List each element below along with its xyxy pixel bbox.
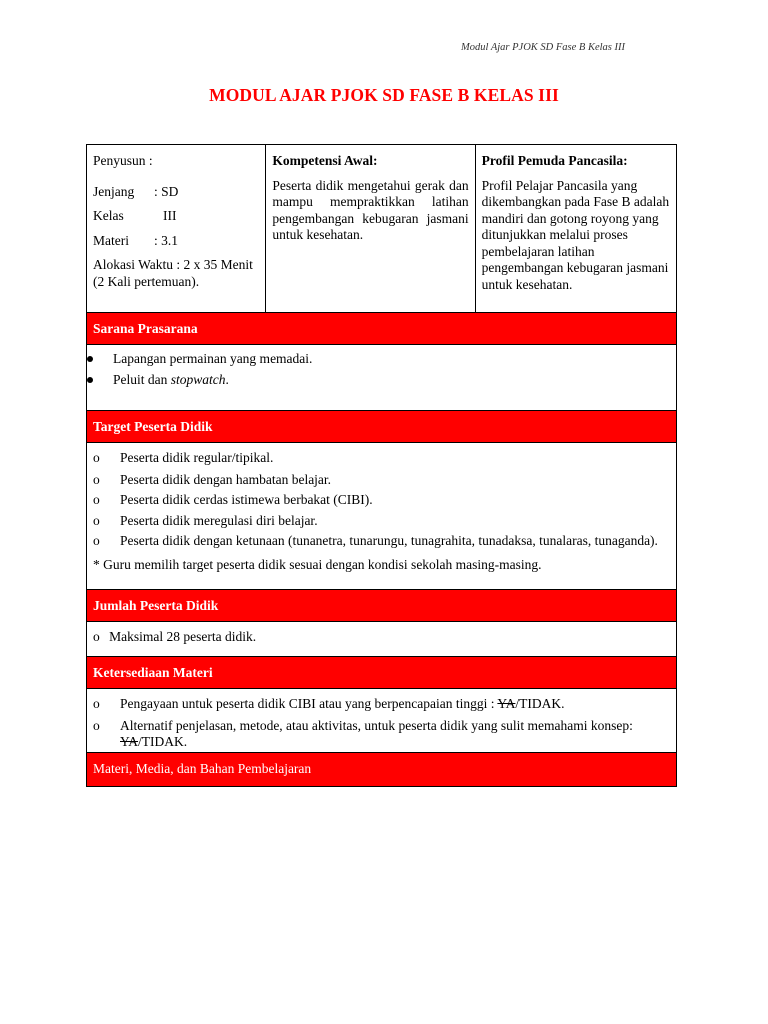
materi-media-heading: Materi, Media, dan Bahan Pembelajaran (87, 753, 676, 786)
ketersediaan-heading: Ketersediaan Materi (87, 657, 676, 689)
kompetensi-text: Peserta didik mengetahui gerak dan mampu mempraktikkan latihan pengembangan kebugaran jasmani untuk kesehatan. (272, 177, 469, 242)
sarana-body (87, 345, 676, 411)
target-note: * Guru memilih target peserta didik sesuai dengan kondisi sekolah masing-masing. (93, 556, 542, 572)
jenjang-label: Jenjang (93, 183, 135, 199)
kompetensi-heading: Kompetensi Awal: (272, 153, 378, 168)
materi-label: Materi (93, 232, 129, 248)
ketersediaan-body (87, 689, 676, 753)
profil-text: Profil Pelajar Pancasila yang dikembangkan pada Fase B adalah mandiri dan gotong royong yang ditunjukkan melalui proses pembelajaran latihan pengembangan kebugaran jasmani untuk kesehatan. (481, 177, 670, 292)
list-item: o Peserta didik dengan hambatan belajar. (93, 471, 332, 487)
kelas-label: Kelas (93, 208, 124, 223)
running-header-note: Modul Ajar PJOK SD Fase B Kelas III (461, 42, 625, 53)
profil-cell (476, 145, 676, 312)
bullet-circle-icon: o (93, 717, 100, 733)
jumlah-body (87, 622, 676, 657)
jenjang-line (93, 184, 259, 201)
list-item: o Peserta didik meregulasi diri belajar. (93, 512, 318, 528)
list-item: o Peserta didik dengan ketunaan (tunanetra, tunarungu, tunagrahita, tunadaksa, tunalaras, tunaganda). (93, 533, 658, 548)
bullet-circle-icon: o (93, 696, 100, 711)
jenjang-value: : SD (154, 183, 179, 199)
materi-line (93, 233, 259, 250)
identity-cell (87, 145, 266, 312)
struck-option: YA (120, 734, 139, 749)
list-item: Lapangan permainan yang memadai. (87, 351, 676, 368)
penyusun-label: Penyusun : (93, 153, 153, 168)
bullet-circle-icon: o (93, 533, 100, 548)
kelas-value: III (163, 208, 177, 223)
target-heading: Target Peserta Didik (87, 411, 676, 443)
list-item: o Pengayaan untuk peserta didik CIBI atau yang berpencapaian tinggi : YA/TIDAK. (93, 696, 565, 711)
bullet-circle-icon: o (93, 492, 100, 507)
list-item: o Alternatif penjelasan, metode, atau aktivitas, untuk peserta didik yang sulit memahami konsep: YA/TIDAK. (93, 717, 633, 749)
list-item: o Peserta didik cerdas istimewa berbakat (CIBI). (93, 492, 373, 507)
bullet-circle-icon: o (93, 450, 100, 465)
bullet-dot-icon (87, 377, 93, 383)
profil-heading: Profil Pemuda Pancasila: (481, 153, 628, 168)
sarana-heading: Sarana Prasarana (87, 313, 676, 345)
target-list (87, 450, 670, 550)
alokasi-waktu: Alokasi Waktu : 2 x 35 Menit (2 Kali pertemuan). (93, 257, 253, 289)
bullet-circle-icon: o (93, 629, 100, 644)
module-table (86, 144, 677, 787)
list-item: o Peserta didik regular/tipikal. (93, 450, 274, 465)
document-title: MODUL AJAR PJOK SD FASE B KELAS III (209, 85, 559, 105)
jumlah-heading: Jumlah Peserta Didik (87, 590, 676, 622)
sarana-list (87, 351, 676, 388)
bullet-dot-icon (87, 356, 93, 362)
kompetensi-cell (266, 145, 475, 312)
jumlah-item: Maksimal 28 peserta didik. (109, 629, 257, 644)
materi-value: : 3.1 (154, 232, 179, 248)
target-body (87, 443, 676, 590)
bullet-circle-icon: o (93, 471, 100, 487)
list-item: Peluit dan stopwatch. (87, 372, 676, 389)
info-row (87, 145, 676, 313)
struck-option: YA (497, 696, 516, 711)
bullet-circle-icon: o (93, 512, 100, 528)
kelas-line (93, 208, 259, 225)
ketersediaan-list (87, 696, 668, 751)
